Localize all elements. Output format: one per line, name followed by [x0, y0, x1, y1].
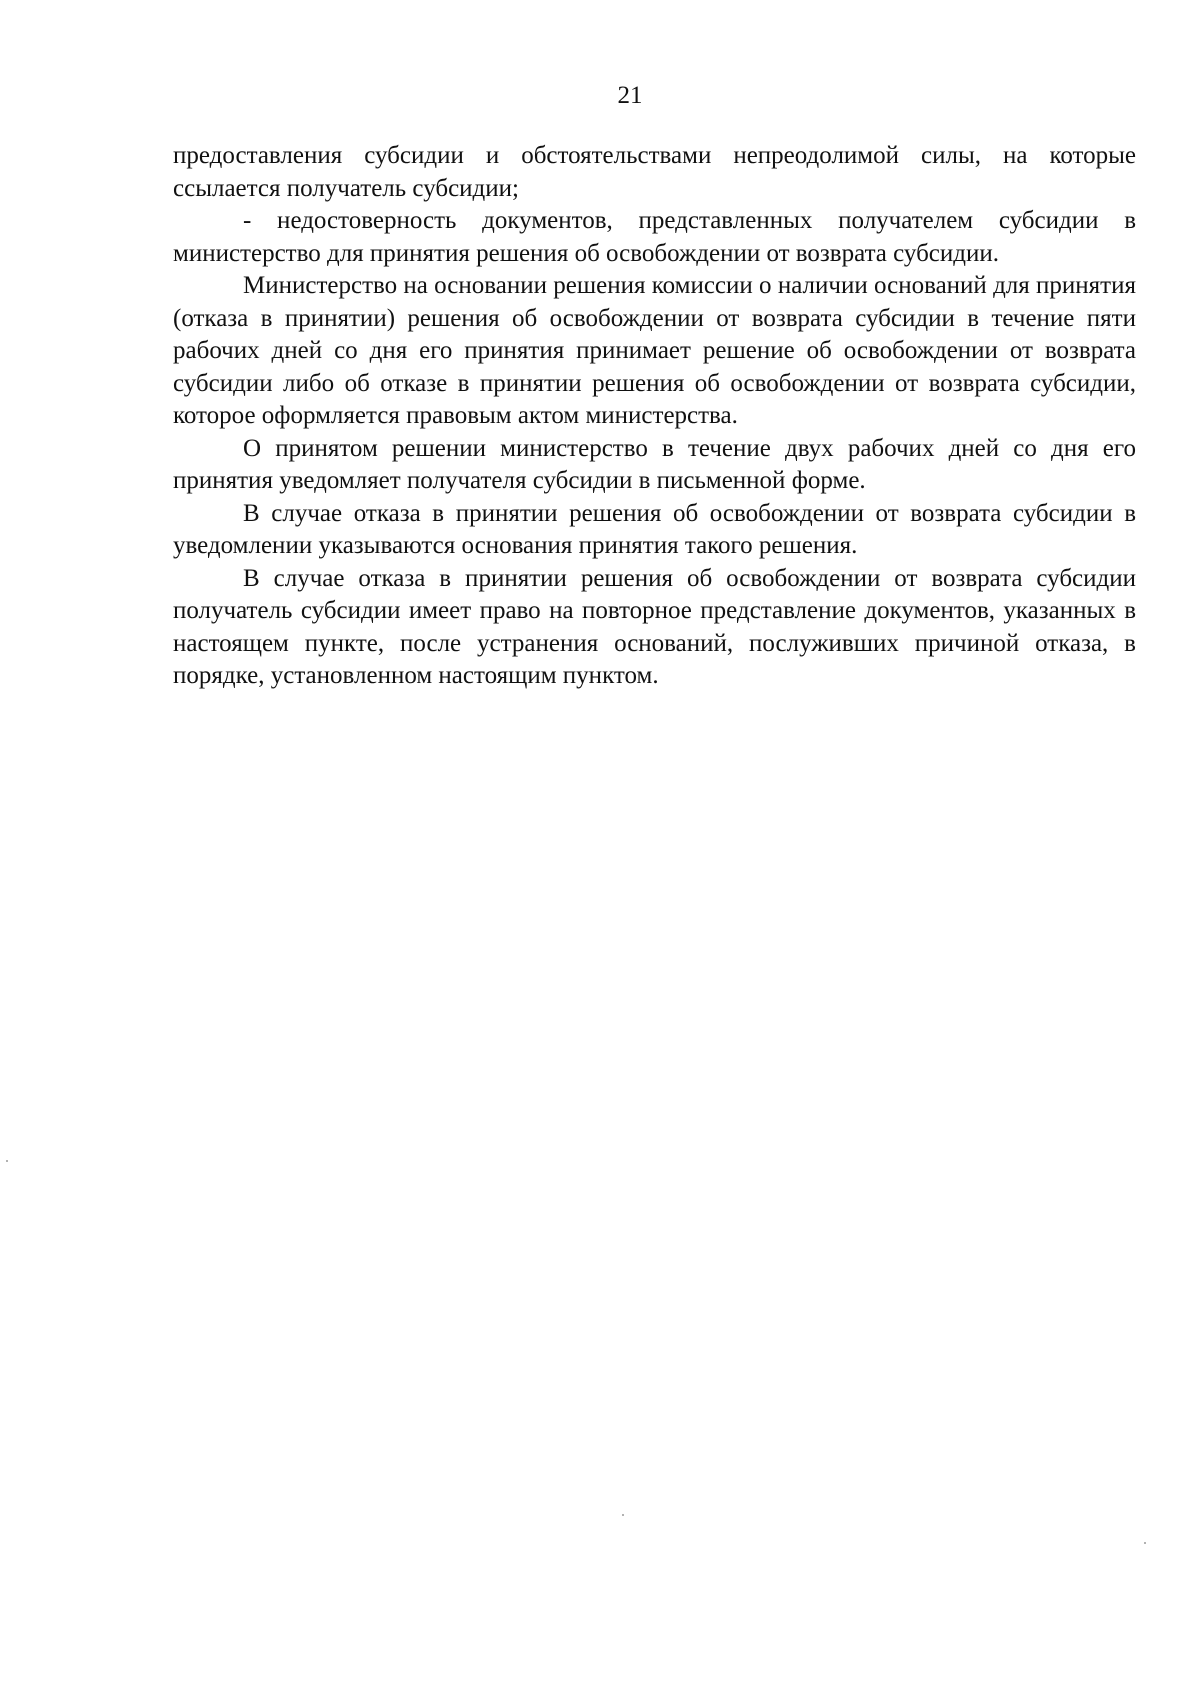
- scan-speck: [622, 1514, 624, 1516]
- document-body: [173, 140, 1136, 693]
- paragraph: Министерство на основании решения комиссии о наличии оснований для принятия (отказа в принятии) решения об освобождении от возврата субсидии в течение пяти рабочих дней со дня его принятия принимает решение об освобождении от возврата субсидии либо об отказе в принятии решения об освобождении от возврата субсидии, которое оформляется правовым актом министерства.: [173, 272, 1136, 429]
- scan-speck: [6, 1160, 8, 1162]
- paragraph: В случае отказа в принятии решения об освобождении от возврата субсидии получатель субсидии имеет право на повторное представление документов, указанных в настоящем пункте, после устранения оснований, послуживших причиной отказа, в порядке, установленном настоящим пунктом.: [173, 564, 1136, 689]
- paragraph-list-item: - недостоверность документов, представленных получателем субсидии в министерство для принятия решения об освобождении от возврата субсидии.: [173, 207, 1136, 267]
- paragraph-continuation: предоставления субсидии и обстоятельствами непреодолимой силы, на которые ссылается получатель субсидии;: [173, 142, 1136, 202]
- scan-speck: [1144, 1542, 1146, 1544]
- page-number: 21: [617, 82, 643, 109]
- paragraph: В случае отказа в принятии решения об освобождении от возврата субсидии в уведомлении указываются основания принятия такого решения.: [173, 499, 1136, 559]
- paragraph: О принятом решении министерство в течение двух рабочих дней со дня его принятия уведомляет получателя субсидии в письменной форме.: [173, 434, 1136, 494]
